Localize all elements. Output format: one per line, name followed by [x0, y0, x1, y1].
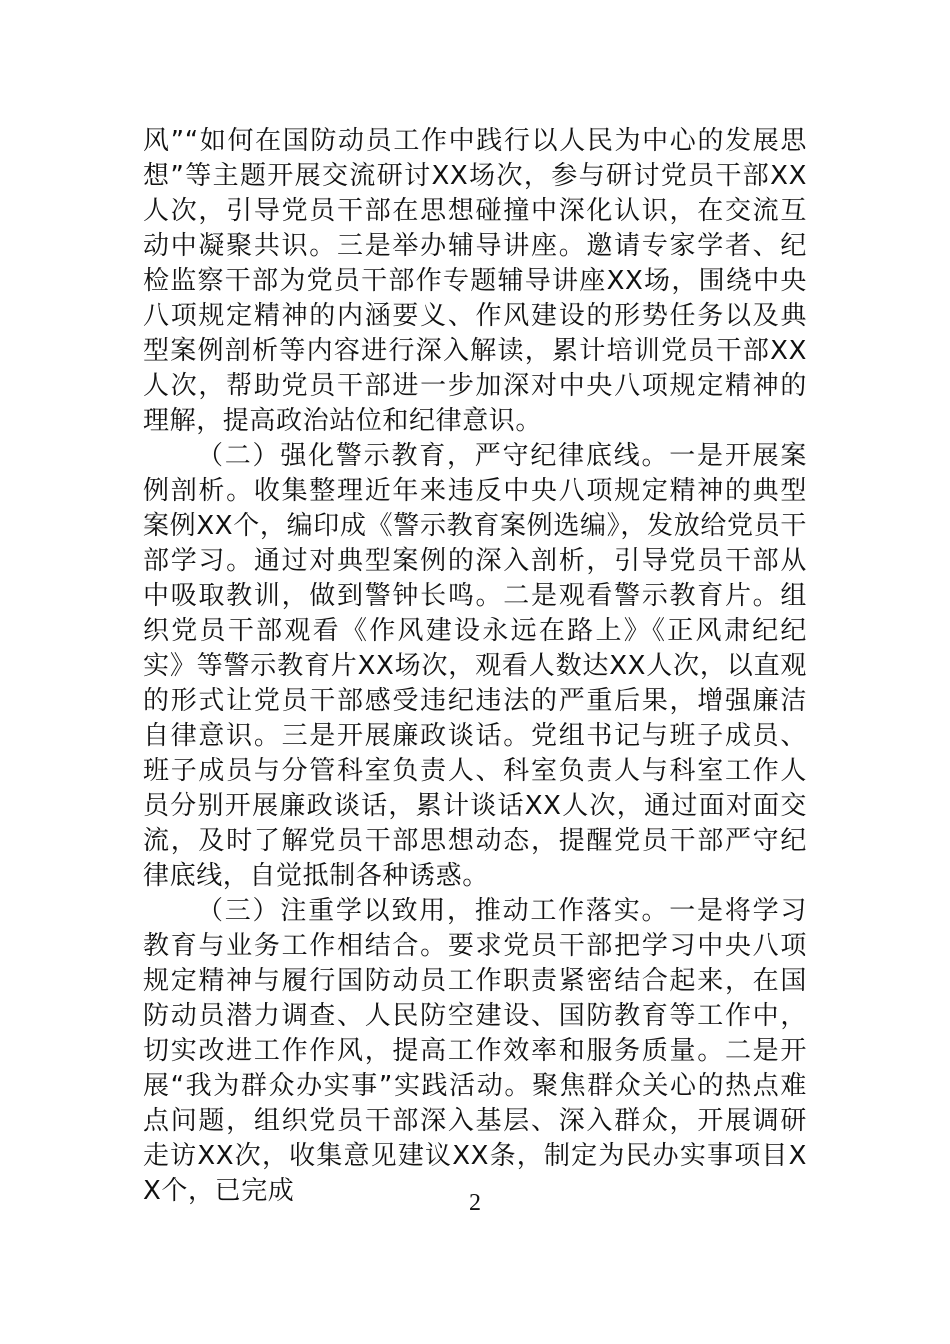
- document-body: [143, 124, 807, 1209]
- paragraph-3: （三）注重学以致用，推动工作落实。一是将学习教育与业务工作相结合。要求党员干部把学习中央八项规定精神与履行国防动员工作职责紧密结合起来，在国防动员潜力调查、人民防空建设、国防教育等工作中，切实改进工作作风，提高工作效率和服务质量。二是开展“我为群众办实事”实践活动。聚焦群众关心的热点难点问题，组织党员干部深入基层、深入群众，开展调研走访XX次，收集意见建议XX条，制定为民办实事项目XX个，已完成: [143, 896, 807, 1206]
- page-number: 2: [469, 1190, 481, 1216]
- paragraph-2: （二）强化警示教育，严守纪律底线。一是开展案例剖析。收集整理近年来违反中央八项规定精神的典型案例XX个，编印成《警示教育案例选编》，发放给党员干部学习。通过对典型案例的深入剖析，引导党员干部从中吸取教训，做到警钟长鸣。二是观看警示教育片。组织党员干部观看《作风建设永远在路上》《正风肃纪纪实》等警示教育片XX场次，观看人数达XX人次，以直观的形式让党员干部感受违纪违法的严重后果，增强廉洁自律意识。三是开展廉政谈话。党组书记与班子成员、班子成员与分管科室负责人、科室负责人与科室工作人员分别开展廉政谈话，累计谈话XX人次，通过面对面交流，及时了解党员干部思想动态，提醒党员干部严守纪律底线，自觉抵制各种诱惑。: [143, 441, 807, 891]
- paragraph-1: 风”“如何在国防动员工作中践行以人民为中心的发展思想”等主题开展交流研讨XX场次，参与研讨党员干部XX人次，引导党员干部在思想碰撞中深化认识，在交流互动中凝聚共识。三是举办辅导讲座。邀请专家学者、纪检监察干部为党员干部作专题辅导讲座XX场，围绕中央八项规定精神的内涵要义、作风建设的形势任务以及典型案例剖析等内容进行深入解读，累计培训党员干部XX人次，帮助党员干部进一步加深对中央八项规定精神的理解，提高政治站位和纪律意识。: [143, 126, 807, 436]
